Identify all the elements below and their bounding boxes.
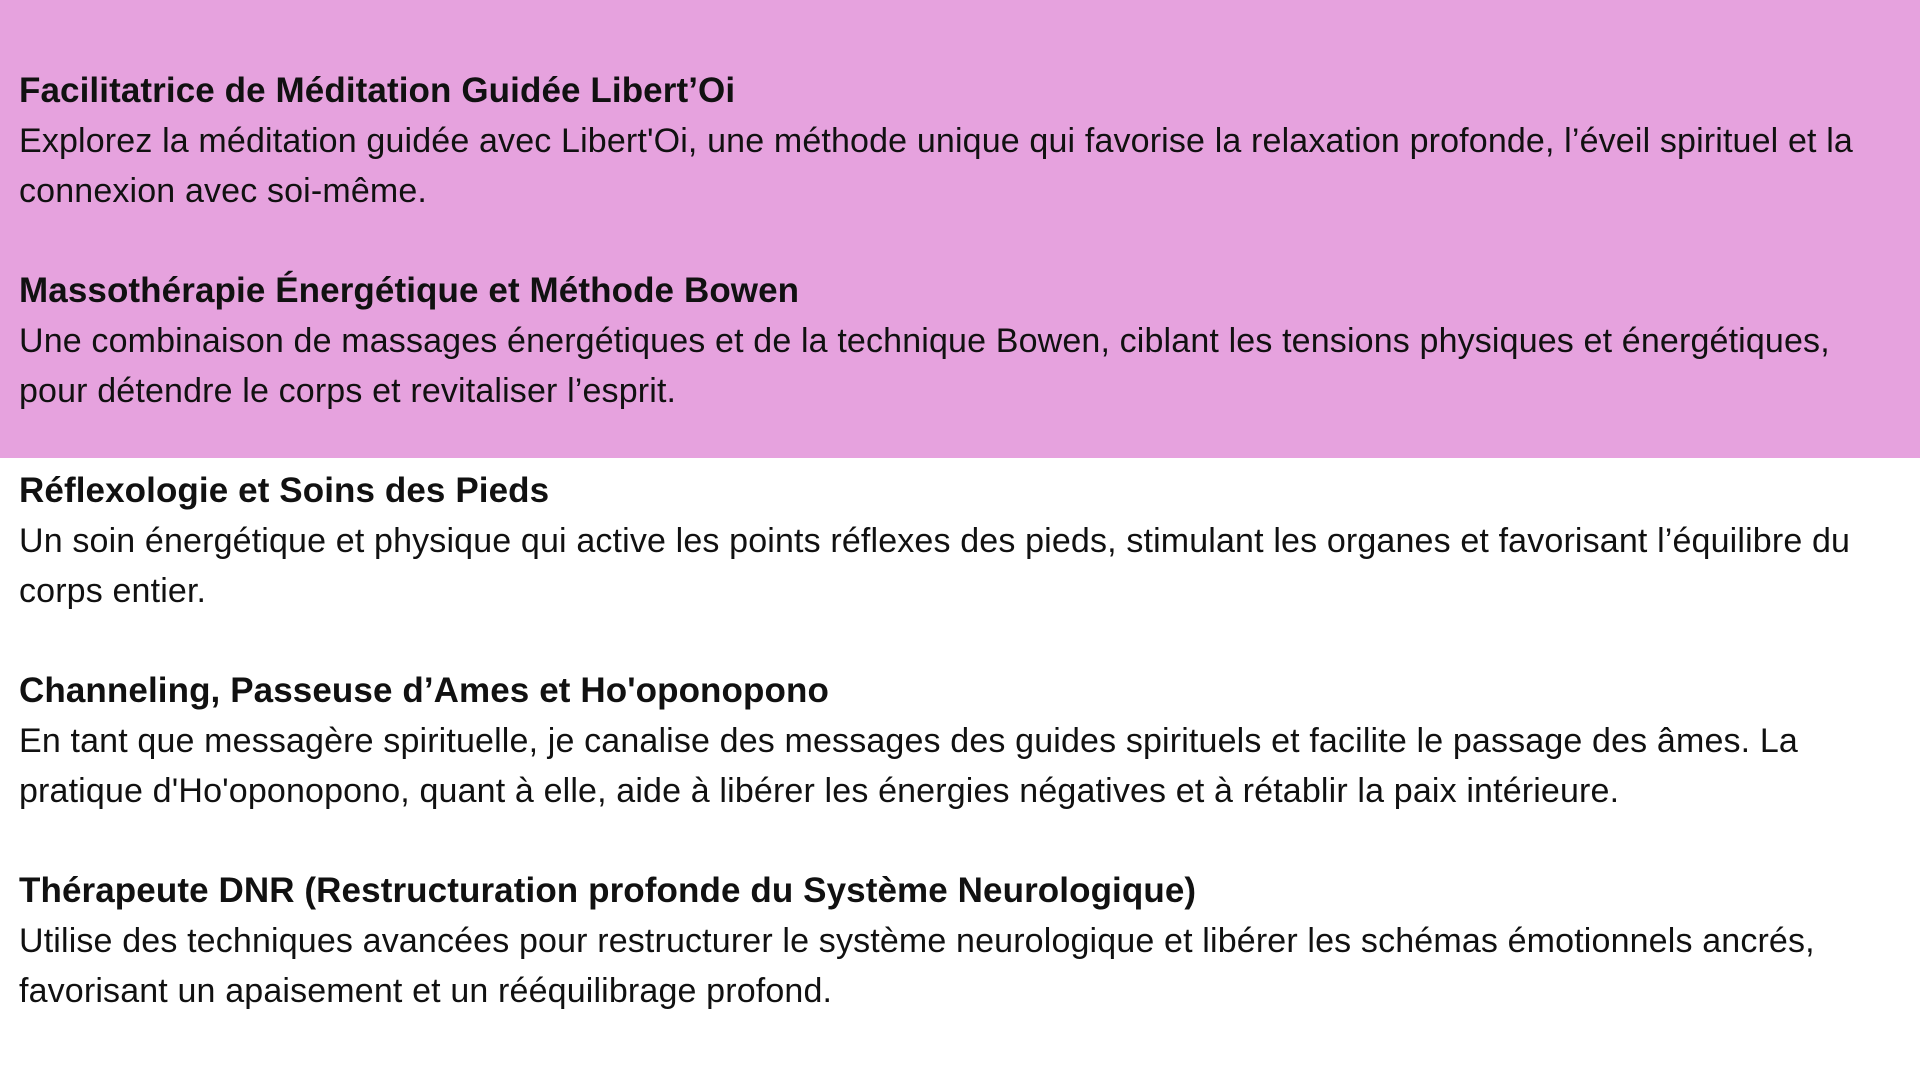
service-item-dnr bbox=[19, 866, 1899, 1016]
service-title: Massothérapie Énergétique et Méthode Bowen bbox=[19, 271, 800, 310]
service-item-meditation bbox=[19, 66, 1899, 216]
service-item-channeling bbox=[19, 666, 1899, 816]
service-description: En tant que messagère spirituelle, je canalise des messages des guides spirituels et facilite le passage des âmes. La pratique d'Ho'oponopono, quant à elle, aide à libérer les énergies négatives et à rétablir la paix intérieure. bbox=[19, 722, 1798, 810]
service-description: Explorez la méditation guidée avec Libert'Oi, une méthode unique qui favorise la relaxation profonde, l’éveil spirituel et la connexion avec soi-même. bbox=[19, 122, 1853, 210]
service-item-reflexologie bbox=[19, 466, 1899, 616]
service-title: Channeling, Passeuse d’Ames et Ho'oponopono bbox=[19, 671, 829, 710]
service-description: Une combinaison de massages énergétiques et de la technique Bowen, ciblant les tensions physiques et énergétiques, pour détendre le corps et revitaliser l’esprit. bbox=[19, 322, 1830, 410]
service-description: Un soin énergétique et physique qui active les points réflexes des pieds, stimulant les organes et favorisant l’équilibre du corps entier. bbox=[19, 522, 1851, 610]
service-title: Réflexologie et Soins des Pieds bbox=[19, 471, 550, 510]
service-title: Thérapeute DNR (Restructuration profonde du Système Neurologique) bbox=[19, 871, 1197, 910]
service-title: Facilitatrice de Méditation Guidée Libert’Oi bbox=[19, 71, 736, 110]
services-list bbox=[19, 66, 1899, 1066]
service-description: Utilise des techniques avancées pour restructurer le système neurologique et libérer les schémas émotionnels ancrés, favorisant un apaisement et un rééquilibrage profond. bbox=[19, 922, 1815, 1010]
service-item-massotherapie bbox=[19, 266, 1899, 416]
